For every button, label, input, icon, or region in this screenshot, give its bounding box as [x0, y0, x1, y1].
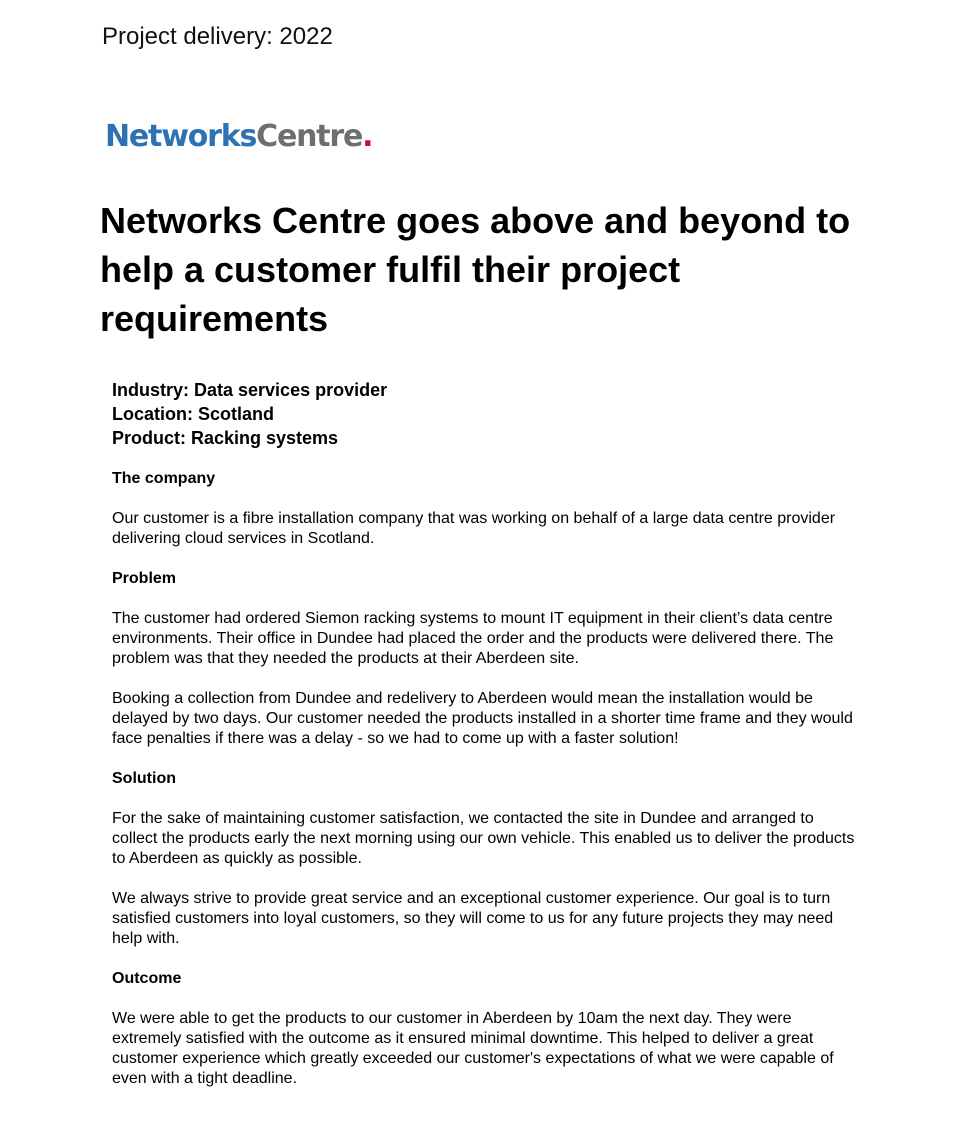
- logo-word-networks: Networks: [105, 119, 257, 154]
- heading-solution: Solution: [112, 770, 176, 787]
- meta-product: Product: Racking systems: [112, 428, 339, 448]
- problem-paragraph-2: Booking a collection from Dundee and redelivery to Aberdeen would mean the installation would be delayed by two days. Our customer needed the products installed in a shorter time frame and they would face penalties if there was a delay - so we had to come up with a faster solution!: [112, 690, 853, 747]
- page-title: Networks Centre goes above and beyond to help a customer fulfil their project requirements: [100, 200, 851, 339]
- meta-industry: Industry: Data services provider: [112, 380, 388, 400]
- solution-paragraph-2: We always strive to provide great service and an exceptional customer experience. Our goal is to turn satisfied customers into loyal customers, so they will come to us for any future projects they may need help with.: [112, 890, 834, 947]
- logo-dot: .: [362, 119, 373, 154]
- networks-centre-logo: [105, 117, 372, 157]
- project-meta: [112, 378, 872, 450]
- project-delivery-label: Project delivery: 2022: [102, 23, 333, 50]
- company-paragraph: Our customer is a fibre installation company that was working on behalf of a large data centre provider delivering cloud services in Scotland.: [112, 510, 836, 547]
- heading-outcome: Outcome: [112, 970, 182, 987]
- case-study-body: [112, 469, 862, 1089]
- heading-the-company: The company: [112, 470, 216, 487]
- heading-problem: Problem: [112, 570, 177, 587]
- problem-paragraph-1: The customer had ordered Siemon racking systems to mount IT equipment in their client’s data centre environments. Their office in Dundee had placed the order and the products were delivered there. The problem was that they needed the products at their Aberdeen site.: [112, 610, 834, 667]
- logo-word-centre: Centre: [256, 119, 363, 154]
- outcome-paragraph: We were able to get the products to our customer in Aberdeen by 10am the next day. They were extremely satisfied with the outcome as it ensured minimal downtime. This helped to deliver a great customer experience which greatly exceeded our customer's expectations of what we were capable of even with a tight deadline.: [112, 1010, 834, 1087]
- meta-location: Location: Scotland: [112, 404, 274, 424]
- solution-paragraph-1: For the sake of maintaining customer satisfaction, we contacted the site in Dundee and arranged to collect the products early the next morning using our own vehicle. This enabled us to deliver the products to Aberdeen as quickly as possible.: [112, 810, 855, 867]
